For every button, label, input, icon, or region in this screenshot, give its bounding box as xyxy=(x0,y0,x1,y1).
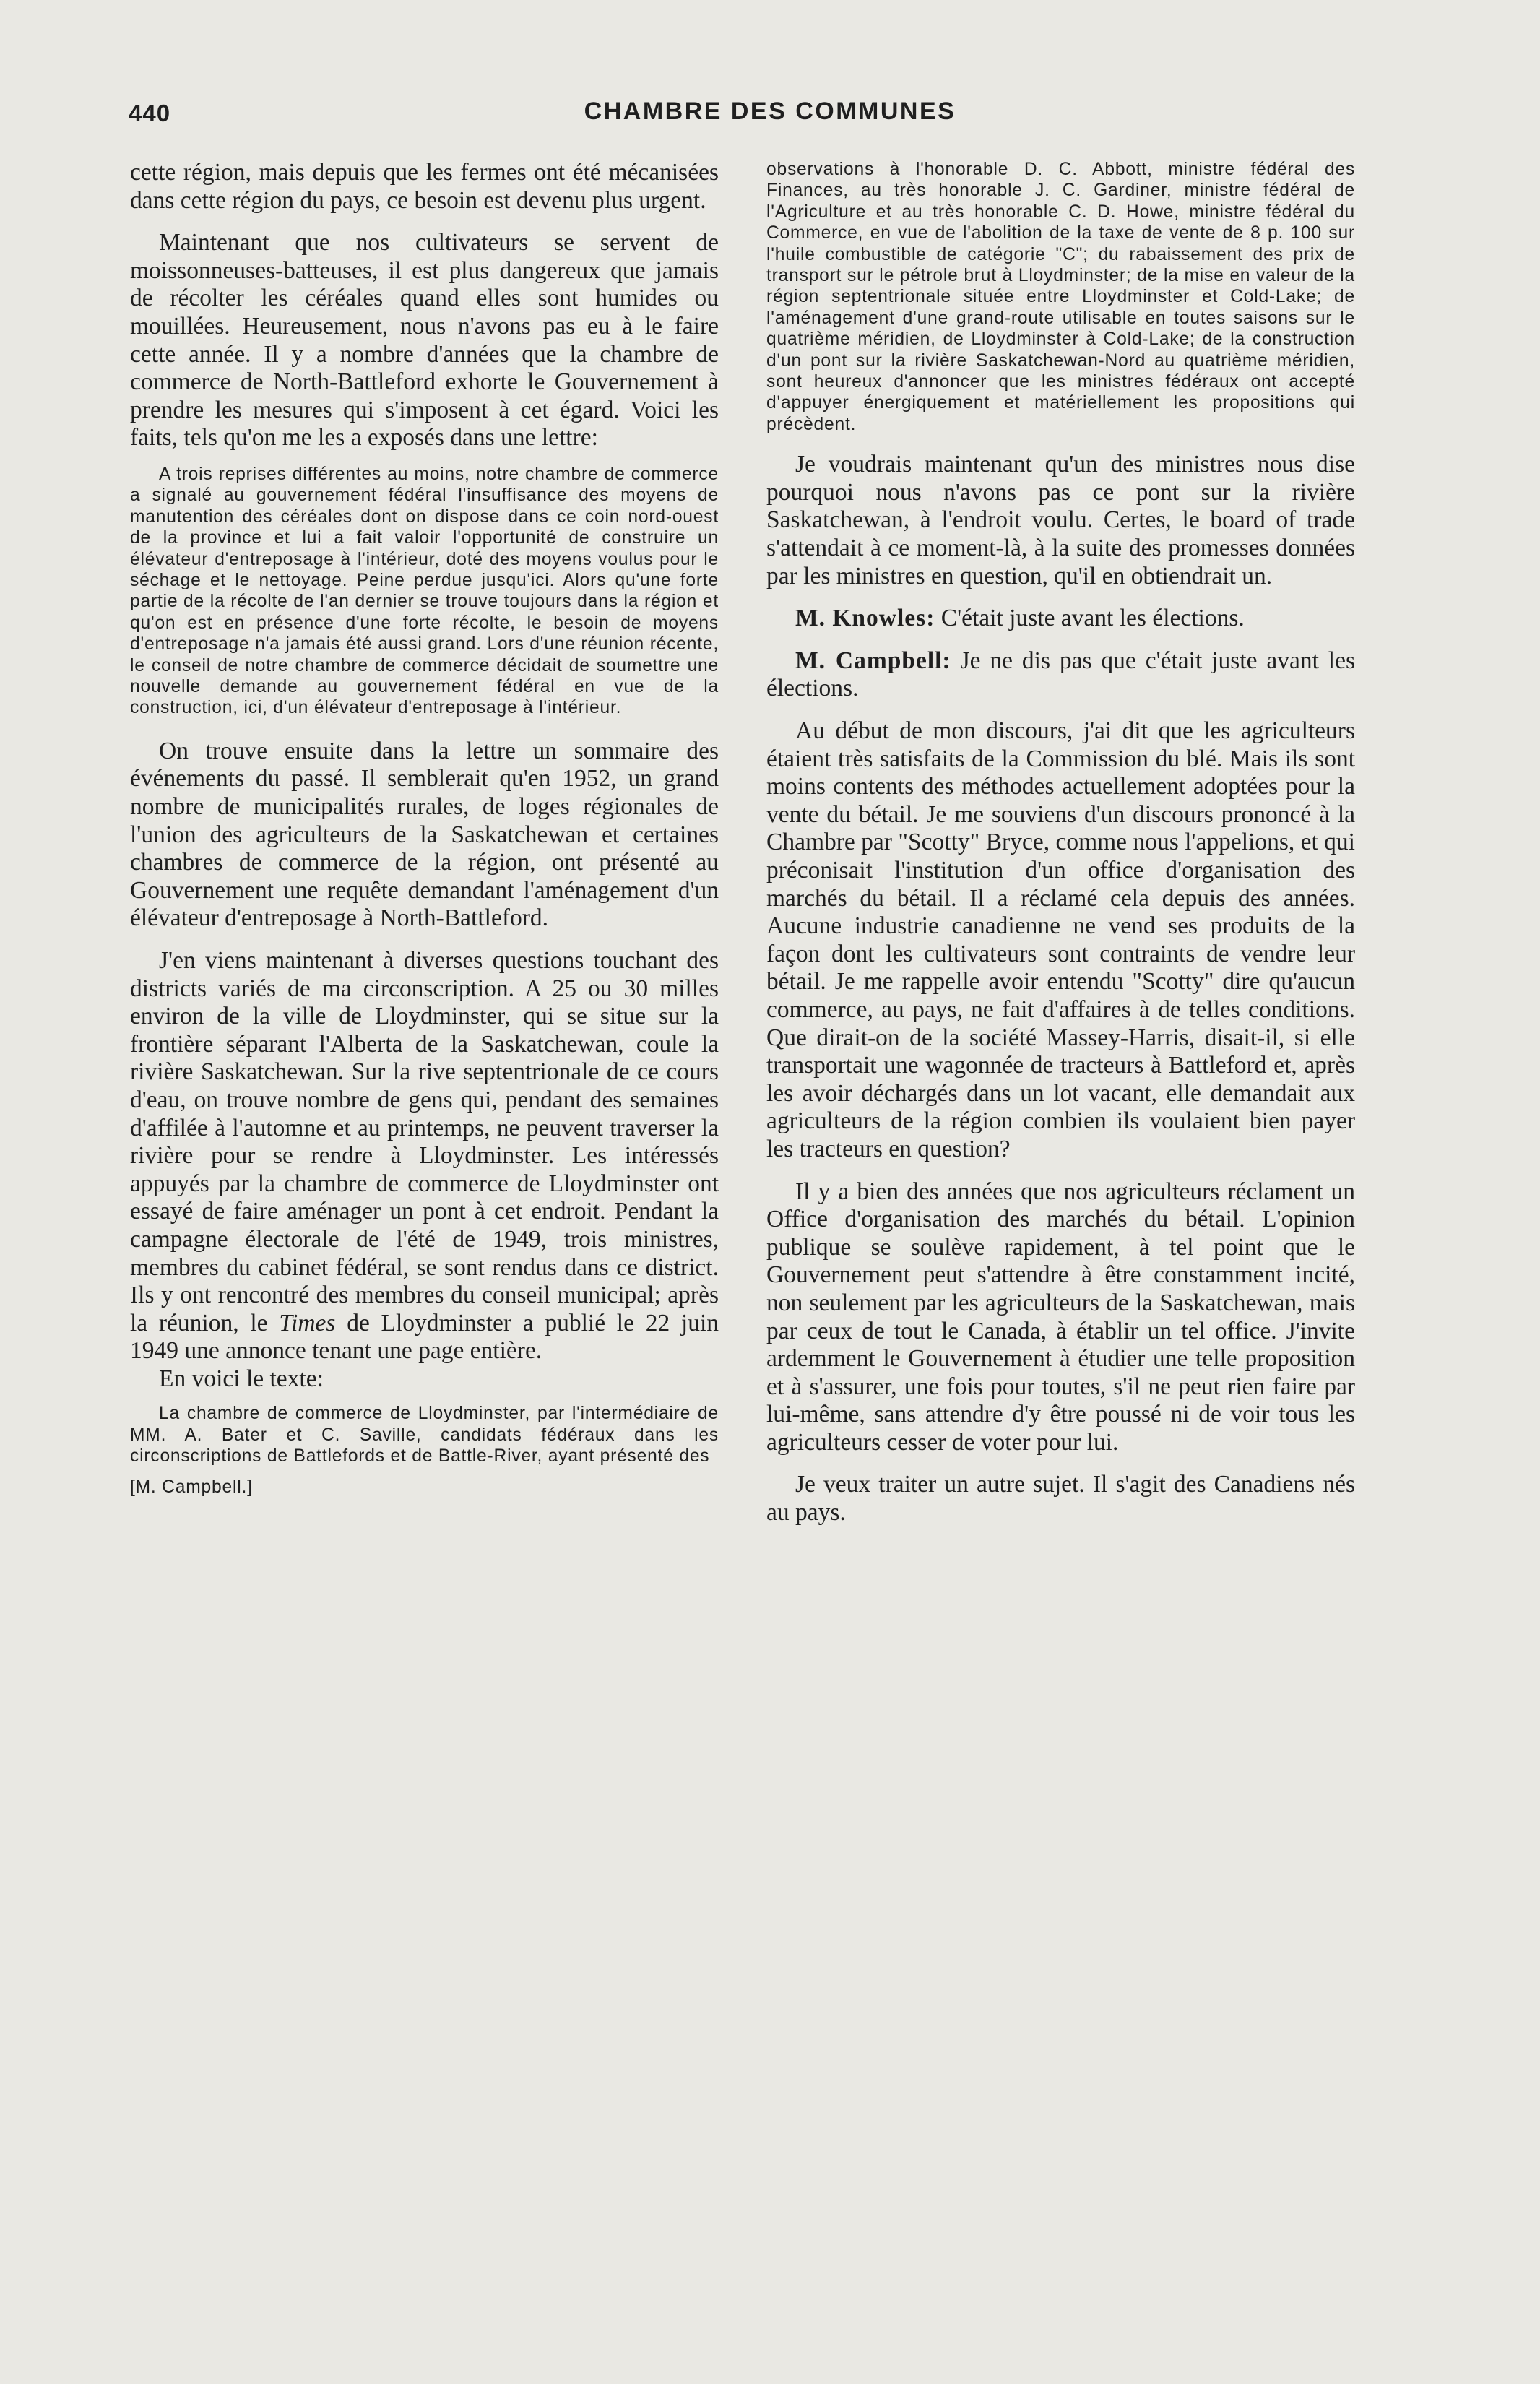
paragraph-text: J'en viens maintenant à diverses questions touchant des districts variés de ma circonscription. A 25 ou 30 milles environ de la ville de Lloydminster, qui se situe sur la frontière séparant l'Alberta de la Saskatchewan, coule la rivière Saskatchewan. Sur la rive septentrionale de ce cours d'eau, on trouve nombre de gens qui, pendant des semaines d'affilée à l'automne et au printemps, ne peuvent traverser la rivière pour se rendre à Lloydminster. Les intéressés appuyés par la chambre de commerce de Lloydminster ont essayé de faire aménager un pont à cet endroit. Pendant la campagne électorale de l'été de 1949, trois ministres, membres du cabinet fédéral, se sont rendus dans ce district. Ils y ont rencontré des membres du conseil municipal; après la réunion, le xyxy=(130,946,719,1336)
block-quote: A trois reprises différentes au moins, notre chambre de commerce a signalé au gouvernement fédéral l'insuffisance des moyens de manutention des céréales dont on dispose dans ce coin nord-ouest de la province et lui a fait valoir l'opportunité de construire un élévateur d'entreposage à l'intérieur, doté des moyens voulus pour le séchage et le nettoyage. Peine perdue jusqu'ici. Alors qu'une forte partie de la récolte de l'an dernier se trouve toujours dans la région et qu'on est en présence d'une forte récolte, le besoin de moyens d'entreposage n'a jamais été aussi grand. Lors d'une réunion récente, le conseil de notre chambre de commerce décidait de soumettre une nouvelle demande au gouvernement fédéral en vue de la construction, ici, d'un élévateur d'entreposage à l'intérieur. xyxy=(130,464,719,718)
paragraph: Il y a bien des années que nos agriculteurs réclament un Office d'organisation des marchés du bétail. L'opinion publique se soulève rapidement, à tel point que le Gouvernement peut s'attendre à être constamment incité, non seulement par les agriculteurs de la Saskatchewan, mais par ceux de tout le Canada, à établir un tel office. J'invite ardemment le Gouvernement à étudier une telle proposition et à s'assurer, une fois pour toutes, s'il ne peut rien faire par lui-même, sans attendre d'y être poussé ni de voir tous les agriculteurs cesser de voter pour lui. xyxy=(766,1178,1355,1456)
block-quote: La chambre de commerce de Lloydminster, par l'intermédiaire de MM. A. Bater et C. Saville, candidats fédéraux dans les circonscriptions de Battlefords et de Battle-River, ayant présenté des xyxy=(130,1404,719,1467)
paragraph: On trouve ensuite dans la lettre un sommaire des événements du passé. Il semblerait qu'en 1952, un grand nombre de municipalités rurales, de loges régionales de l'union des agriculteurs de la Saskatchewan et certaines chambres de commerce de la région, ont présenté au Gouvernement une requête demandant l'aménagement d'un élévateur d'entreposage à North-Battleford. xyxy=(130,737,719,932)
block-quote-continued: observations à l'honorable D. C. Abbott, ministre fédéral des Finances, au très honorable J. C. Gardiner, ministre fédéral de l'Agriculture et au très honorable C. D. Howe, ministre fédéral du Commerce, en vue de l'abolition de la taxe de vente de 8 p. 100 sur l'huile combustible de catégorie "C"; du rabaissement des prix de transport sur le pétrole brut à Lloydminster; de la mise en valeur de la région septentrionale située entre Lloydminster et Cold-Lake; de l'aménagement d'une grand-route utilisable en toutes saisons sur le quatrième méridien, de Lloydminster à Cold-Lake; de la construction d'un pont sur la rivière Saskatchewan-Nord au quatrième méridien, sont heureux d'annoncer que les ministres fédéraux ont accepté d'appuyer énergiquement et matériellement les propositions qui précèdent. xyxy=(766,160,1355,434)
newspaper-title: Times xyxy=(279,1309,336,1336)
right-column xyxy=(766,159,1355,1542)
page-number: 440 xyxy=(129,100,171,126)
speech xyxy=(766,605,1355,633)
paragraph: Maintenant que nos cultivateurs se servent de moissonneuses-batteuses, il est plus dangereux que jamais de récolter les céréales quand elles sont humides ou mouillées. Heureusement, nous n'avons pas eu à le faire cette année. Il y a nombre d'années que la chambre de commerce de North-Battleford exhorte le Gouvernement à prendre les mesures qui s'imposent à cet égard. Voici les faits, tels qu'on me les a exposés dans une lettre: xyxy=(130,229,719,452)
speaker-name: M. Campbell: xyxy=(795,647,951,674)
left-column xyxy=(130,159,719,1498)
paragraph-text: de Lloydminster a publié le 22 juin 1949 une annonce tenant une page entière. xyxy=(130,1309,719,1365)
paragraph: En voici le texte: xyxy=(159,1365,324,1392)
paragraph: cette région, mais depuis que les fermes ont été mécanisées dans cette région du pays, ce besoin est devenu plus urgent. xyxy=(130,159,719,214)
paragraph xyxy=(130,947,719,1365)
speech xyxy=(766,647,1355,703)
paragraph: Je voudrais maintenant qu'un des ministres nous dise pourquoi nous n'avons pas ce pont sur la rivière Saskatchewan, à l'endroit voulu. Certes, le board of trade s'attendait à ce moment-là, à la suite des promesses données par les ministres en question, qu'il en obtiendrait un. xyxy=(766,451,1355,589)
running-head-title: CHAMBRE DES COMMUNES xyxy=(584,98,956,125)
speech-text: Je ne dis pas que c'était juste avant les élections. xyxy=(766,647,1355,702)
paragraph: Au début de mon discours, j'ai dit que les agriculteurs étaient très satisfaits de la Commission du blé. Mais ils sont moins contents des méthodes actuellement adoptées pour la vente du bétail. Je me souviens d'un discours prononcé à la Chambre par "Scotty" Bryce, comme nous l'appelions, et qui préconisait l'institution d'un office d'organisation des marchés du bétail. Il a réclamé cela depuis des années. Aucune industrie canadienne ne vend ses produits de la façon dont les cultivateurs sont contraints de vendre leur bétail. Je me rappelle avoir entendu "Scotty" dire qu'aucun commerce, au pays, ne fait d'affaires à de telles conditions. Que dirait-on de la société Massey-Harris, disait-il, si elle transportait une wagonnée de tracteurs à Battleford et, après les avoir déchargés dans un lot vacant, elle demandait aux agriculteurs de la région combien ils voulaient bien payer les tracteurs en question? xyxy=(766,717,1355,1162)
speech-text: C'était juste avant les élections. xyxy=(940,605,1245,632)
speaker-tag: [M. Campbell.] xyxy=(130,1477,253,1497)
paragraph: Je veux traiter un autre sujet. Il s'agit des Canadiens nés au pays. xyxy=(766,1471,1355,1526)
speaker-name: M. Knowles: xyxy=(795,605,935,632)
